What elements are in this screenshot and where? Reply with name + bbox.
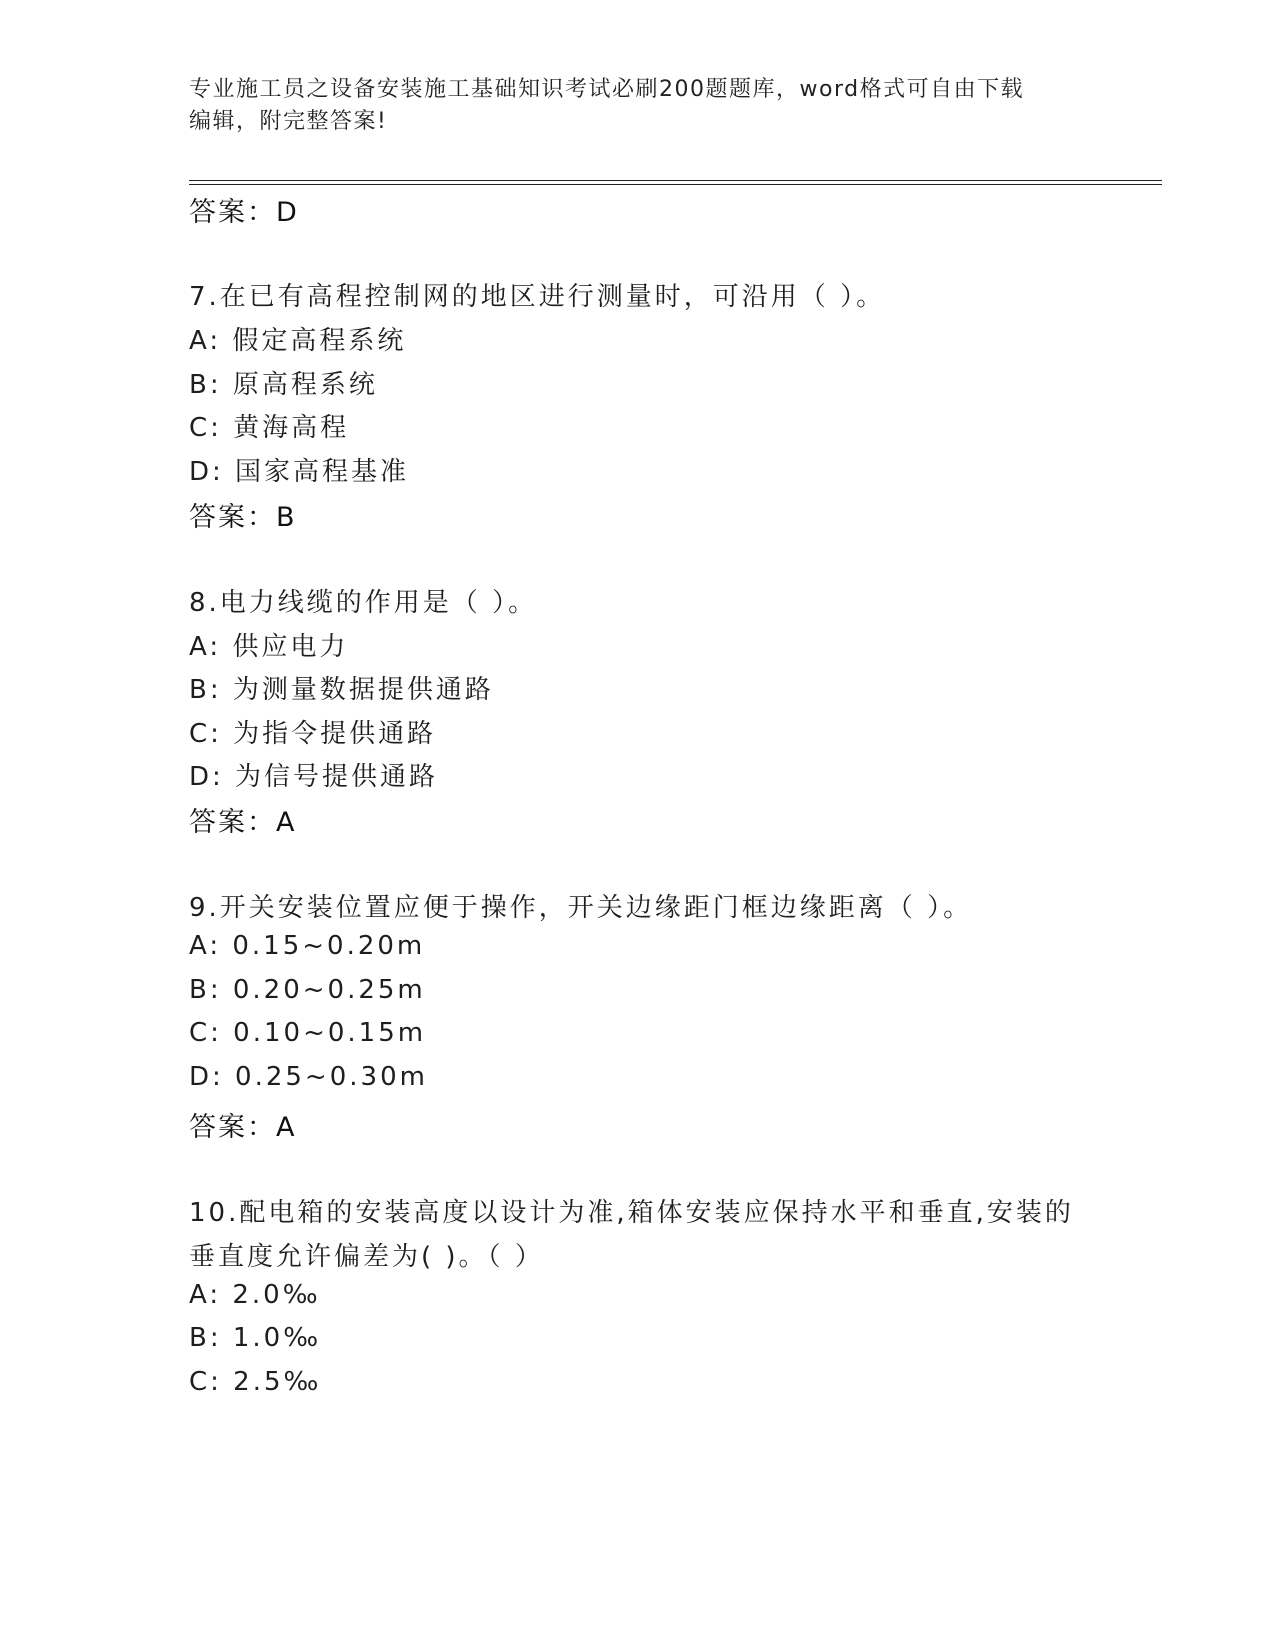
question-8-option-d: D: 为信号提供通路 bbox=[189, 762, 439, 792]
question-8-answer: 答案：A bbox=[189, 807, 297, 838]
document-header bbox=[189, 74, 1069, 138]
question-7-answer: 答案：B bbox=[189, 502, 297, 533]
header-rule-top bbox=[189, 180, 1162, 181]
question-10-option-b: B: 1.0‰ bbox=[189, 1323, 322, 1353]
question-9-stem: 9.开关安装位置应便于操作，开关边缘距门框边缘距离（ ）。 bbox=[189, 893, 973, 923]
question-7-option-d: D: 国家高程基准 bbox=[189, 457, 410, 487]
question-7-option-b: B: 原高程系统 bbox=[189, 370, 378, 400]
question-7-stem: 7.在已有高程控制网的地区进行测量时，可沿用（ ）。 bbox=[189, 282, 886, 312]
question-10-option-a: A: 2.0‰ bbox=[189, 1280, 321, 1310]
question-9-option-c: C: 0.10~0.15m bbox=[189, 1018, 427, 1048]
question-8-option-a: A: 供应电力 bbox=[189, 632, 349, 662]
header-line-1: 专业施工员之设备安装施工基础知识考试必刷200题题库，word格式可自由下载 bbox=[189, 77, 1025, 102]
previous-answer: 答案：D bbox=[189, 197, 299, 228]
header-rule-bottom bbox=[189, 184, 1162, 185]
question-9-option-a: A: 0.15~0.20m bbox=[189, 931, 426, 961]
question-9-option-d: D: 0.25~0.30m bbox=[189, 1062, 428, 1092]
question-8-stem: 8.电力线缆的作用是（ ）。 bbox=[189, 588, 538, 618]
question-8-option-b: B: 为测量数据提供通路 bbox=[189, 675, 494, 705]
question-7-option-a: A: 假定高程系统 bbox=[189, 326, 407, 356]
question-9-answer: 答案：A bbox=[189, 1112, 297, 1143]
header-line-2: 编辑，附完整答案! bbox=[189, 109, 388, 134]
question-10-stem-line-1: 10.配电箱的安装高度以设计为准,箱体安装应保持水平和垂直,安装的 bbox=[189, 1198, 1074, 1228]
question-10-stem-line-2: 垂直度允许偏差为( )。（ ） bbox=[189, 1242, 544, 1272]
question-7-option-c: C: 黄海高程 bbox=[189, 413, 350, 443]
question-8-option-c: C: 为指令提供通路 bbox=[189, 719, 437, 749]
question-10-option-c: C: 2.5‰ bbox=[189, 1367, 322, 1397]
question-9-option-b: B: 0.20~0.25m bbox=[189, 975, 426, 1005]
